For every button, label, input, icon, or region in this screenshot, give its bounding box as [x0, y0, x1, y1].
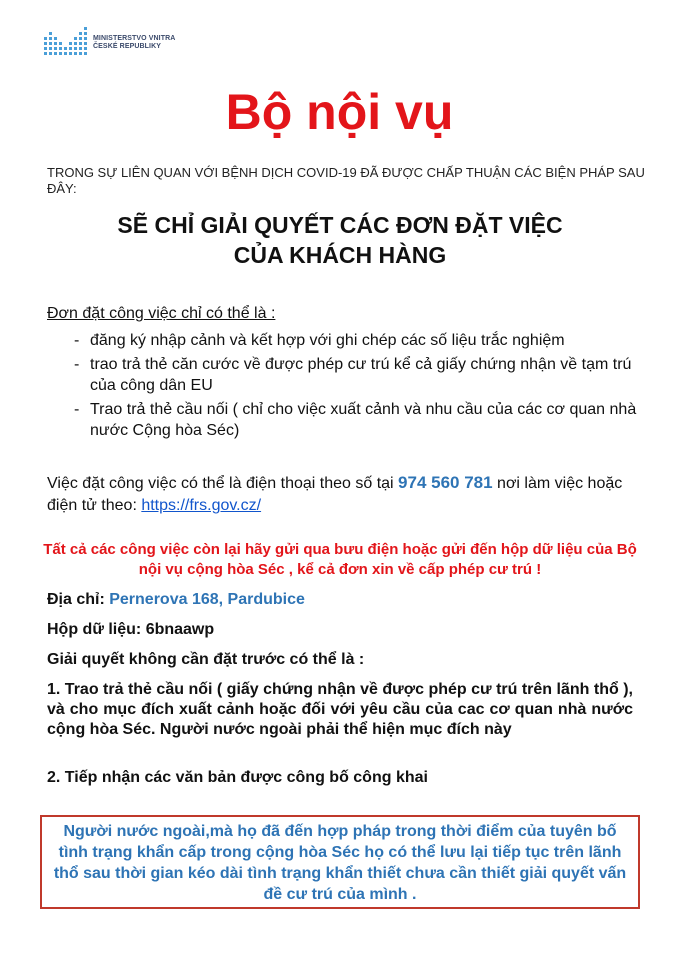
- headline-line-2: CỦA KHÁCH HÀNG: [233, 242, 447, 268]
- headline: [30, 210, 650, 270]
- address: [47, 590, 305, 610]
- logo-text: [93, 35, 175, 51]
- no-booking-title: Giải quyết không cần đặt trước có thể là :: [47, 651, 365, 668]
- logo-line-1: MINISTERSTVO VNITRA: [93, 35, 176, 42]
- booking-link[interactable]: https://frs.gov.cz/: [141, 497, 262, 514]
- red-note: Tất cả các công việc còn lại hãy gửi qua bưu điện hoặc gửi đến hộp dữ liệu của Bộ nội vụ cộng hòa Séc , kể cả đơn xin về cấp phép cư trú !: [43, 541, 637, 578]
- address-label: Địa chỉ:: [47, 591, 110, 608]
- page-title: Bộ nội vụ: [225, 84, 454, 140]
- no-booking-item-2: 2. Tiếp nhận các văn bản được công bố công khai: [47, 769, 428, 786]
- no-booking-item-1: 1. Trao trả thẻ cầu nối ( giấy chứng nhận về được phép cư trú trên lãnh thổ ), và cho mục đích xuất cảnh hoặc đối với yêu cầu của cac cơ quan nhà nước cộng hòa Séc. Người nước ngoài phải thể hiện mục đích này: [47, 681, 633, 738]
- ministry-logo: [44, 27, 175, 59]
- list-item: - đăng ký nhập cảnh và kết hợp với ghi chép các số liệu trắc nghiệm: [74, 330, 654, 351]
- list-item: - Trao trả thẻ cầu nối ( chỉ cho việc xuất cảnh và nhu cầu của các cơ quan nhà nước Cộng hòa Séc): [74, 399, 654, 441]
- headline-line-1: SẼ CHỈ GIẢI QUYẾT CÁC ĐƠN ĐẶT VIỆC: [117, 212, 563, 238]
- address-value: Pernerova 168, Pardubice: [109, 591, 305, 608]
- booking-info: [47, 472, 647, 517]
- notice-box: Người nước ngoài,mà họ đã đến hợp pháp trong thời điểm của tuyên bố tình trạng khẩn cấp trong cộng hòa Séc họ có thể lưu lại tiếp tục trên lãnh thổ sau thời gian kéo dài tình trạng khẩn thiết chưa cần thiết giải quyết vấn đề cư trú của mình .: [40, 815, 640, 909]
- orders-list: [74, 330, 654, 444]
- booking-prefix: Việc đặt công việc có thể là điện thoại theo số tại: [47, 475, 399, 492]
- booking-middle: nơi làm việc hoặc điện tử theo:: [47, 475, 623, 514]
- databox: Hộp dữ liệu: 6bnaawp: [47, 621, 215, 638]
- phone-number: 974 560 781: [398, 473, 493, 492]
- logo-line-2: ČESKÉ REPUBLIKY: [93, 43, 162, 50]
- orders-title: Đơn đặt công việc chỉ có thể là :: [47, 305, 276, 322]
- list-item: - trao trả thẻ căn cước về được phép cư trú kể cả giấy chứng nhận về tạm trú của công dân EU: [74, 354, 654, 396]
- ministry-logo-icon: [44, 27, 88, 59]
- intro-text: TRONG SỰ LIÊN QUAN VỚI BỆNH DỊCH COVID-19 ĐÃ ĐƯỢC CHẤP THUẬN CÁC BIỆN PHÁP SAU ĐÂY:: [47, 165, 645, 196]
